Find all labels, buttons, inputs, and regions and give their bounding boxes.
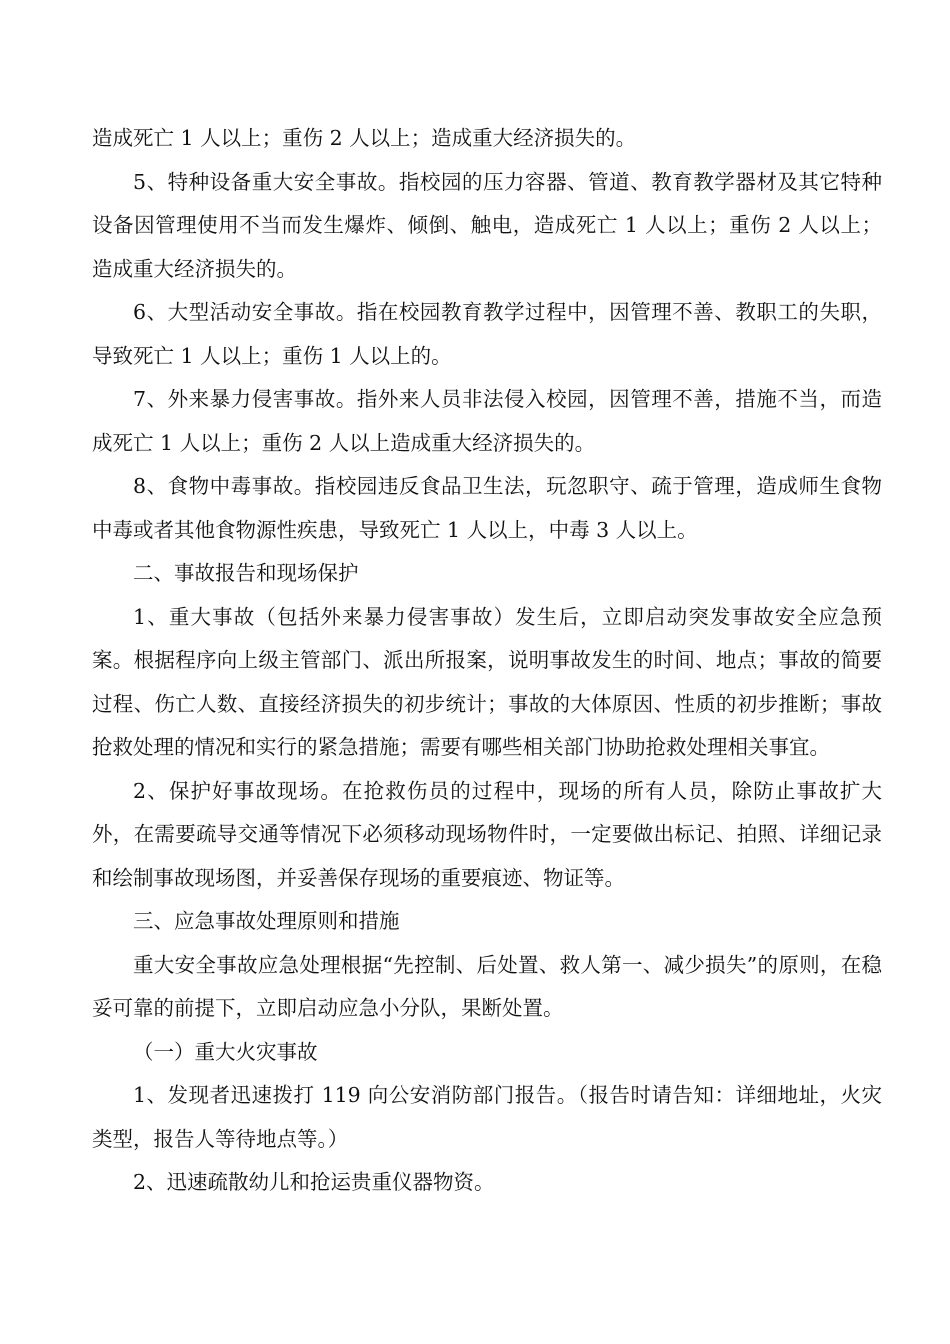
paragraph-continuation: 造成死亡 1 人以上；重伤 2 人以上；造成重大经济损失的。 xyxy=(92,126,637,150)
paragraph-report-1: 1、重大事故（包括外来暴力侵害事故）发生后，立即启动突发事故安全应急预案。根据程序向上级主管部门、派出所报案，说明事故发生的时间、地点；事故的简要过程、伤亡人数、直接经济损失的初步统计；事故的大体原因、性质的初步推断；事故抢救处理的情况和实行的紧急措施；需要有哪些相关部门协助抢救处理相关事宜。 xyxy=(92,604,882,759)
paragraph-report-2: 2、保护好事故现场。在抢救伤员的过程中，现场的所有人员，除防止事故扩大外，在需要疏导交通等情况下必须移动现场物件时，一定要做出标记、拍照、详细记录和绘制事故现场图，并妥善保存现场的重要痕迹、物证等。 xyxy=(92,778,882,890)
subsection-heading-fire: （一）重大火灾事故 xyxy=(133,1039,318,1064)
paragraph-principle: 重大安全事故应急处理根据“先控制、后处置、救人第一、减少损失”的原则，在稳妥可靠的前提下，立即启动应急小分队，果断处置。 xyxy=(92,952,882,1020)
paragraph-item-7: 7、外来暴力侵害事故。指外来人员非法侵入校园，因管理不善，措施不当，而造成死亡 1 人以上；重伤 2 人以上造成重大经济损失的。 xyxy=(92,387,882,455)
paragraph-item-8: 8、食物中毒事故。指校园违反食品卫生法，玩忽职守、疏于管理，造成师生食物中毒或者其他食物源性疾患，导致死亡 1 人以上，中毒 3 人以上。 xyxy=(92,474,882,542)
document-body xyxy=(92,117,882,1205)
paragraph-fire-2: 2、迅速疏散幼儿和抢运贵重仪器物资。 xyxy=(133,1170,495,1194)
paragraph-fire-1: 1、发现者迅速拨打 119 向公安消防部门报告。（报告时请告知：详细地址，火灾类型，报告人等待地点等。） xyxy=(92,1083,882,1151)
paragraph-item-5: 5、特种设备重大安全事故。指校园的压力容器、管道、教育教学器材及其它特种设备因管理使用不当而发生爆炸、倾倒、触电，造成死亡 1 人以上；重伤 2 人以上；造成重大经济损失的。 xyxy=(92,169,882,281)
section-heading-2: 二、事故报告和现场保护 xyxy=(133,561,359,585)
paragraph-item-6: 6、大型活动安全事故。指在校园教育教学过程中，因管理不善、教职工的失职，导致死亡 1 人以上；重伤 1 人以上的。 xyxy=(92,300,882,368)
section-heading-3: 三、应急事故处理原则和措施 xyxy=(133,909,400,933)
